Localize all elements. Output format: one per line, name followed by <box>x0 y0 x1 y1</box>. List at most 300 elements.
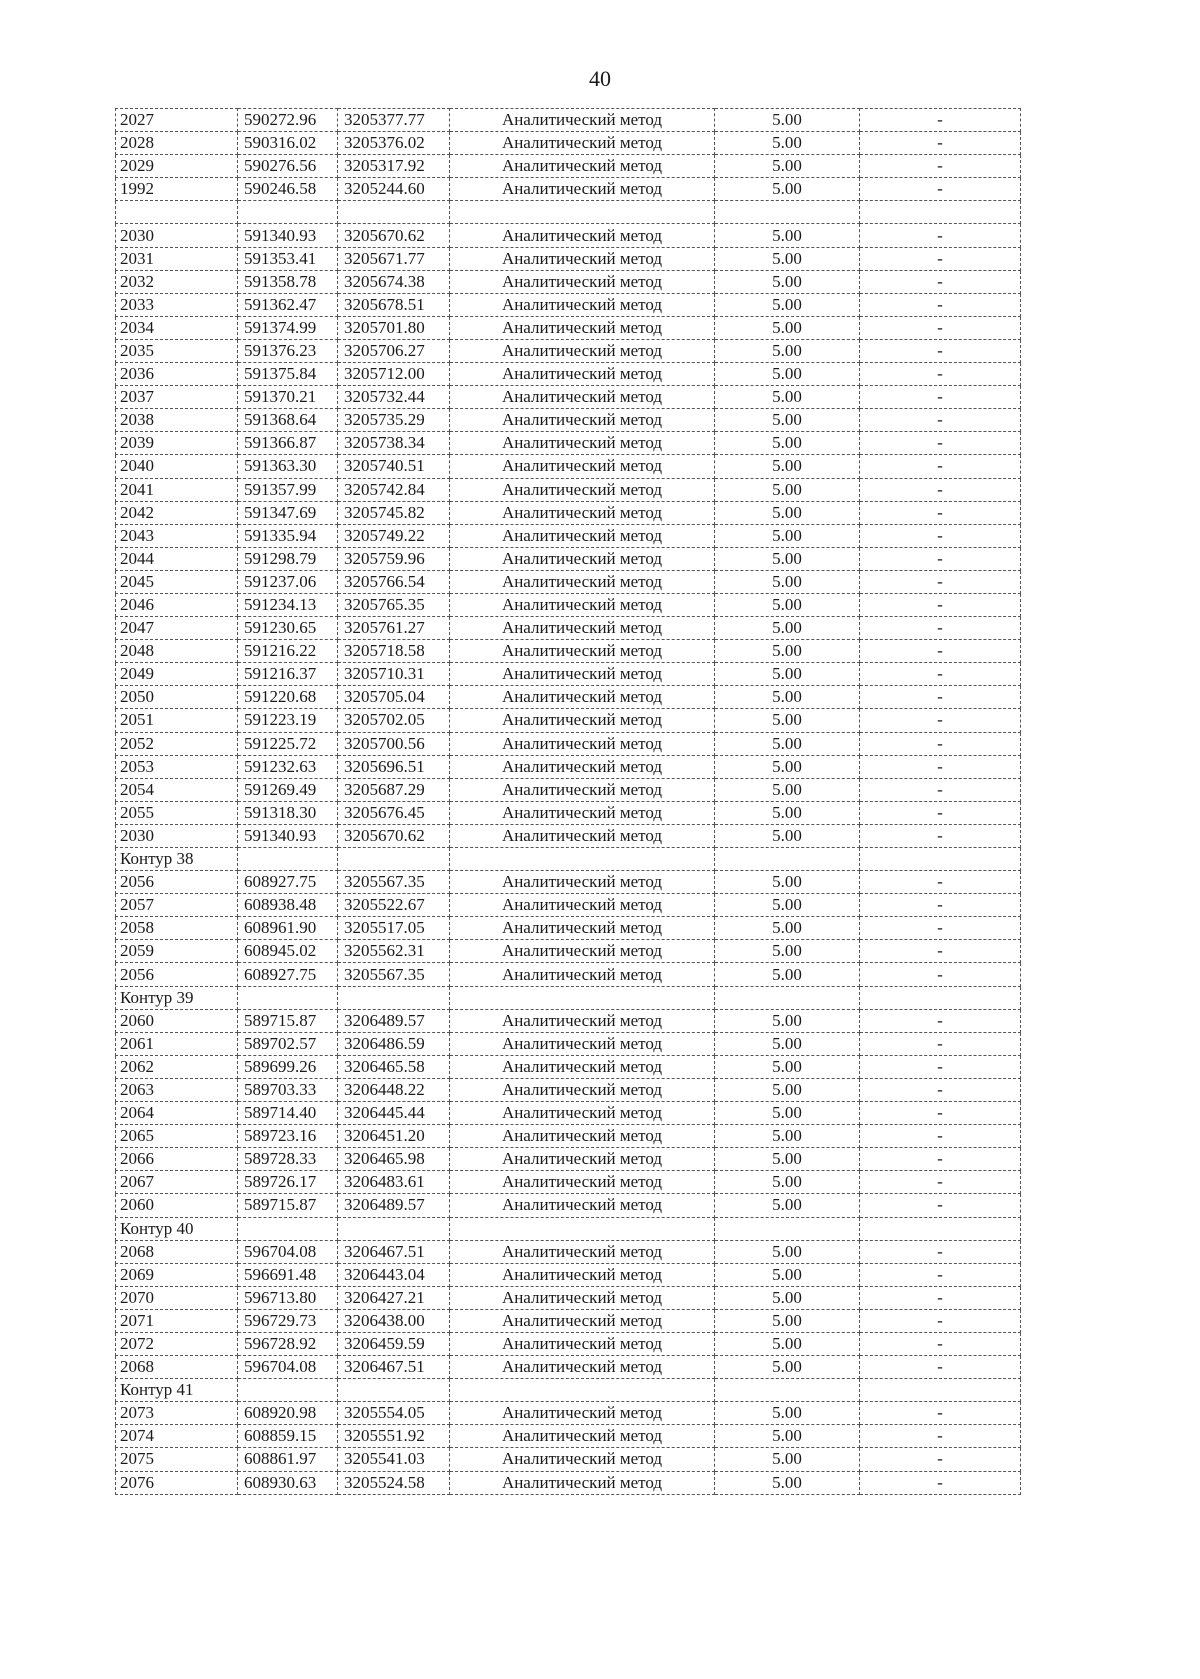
table-row <box>116 894 1021 917</box>
note-cell: - <box>860 1402 1021 1425</box>
accuracy-cell: 5.00 <box>715 940 860 963</box>
method-cell: Аналитический метод <box>450 132 715 155</box>
note-cell: - <box>860 109 1021 132</box>
x-coordinate-cell: 608945.02 <box>238 940 338 963</box>
method-cell: Аналитический метод <box>450 709 715 732</box>
point-number-cell: 2051 <box>116 709 238 732</box>
page-number: 40 <box>589 66 611 91</box>
y-coordinate-cell: 3205674.38 <box>338 270 450 293</box>
empty-cell <box>338 848 450 871</box>
empty-cell <box>238 1217 338 1240</box>
table-row <box>116 801 1021 824</box>
note-cell: - <box>860 1125 1021 1148</box>
accuracy-cell: 5.00 <box>715 1471 860 1494</box>
x-coordinate-cell: 591362.47 <box>238 293 338 316</box>
point-number-cell: 2061 <box>116 1032 238 1055</box>
y-coordinate-cell: 3205670.62 <box>338 824 450 847</box>
method-cell: Аналитический метод <box>450 155 715 178</box>
method-cell: Аналитический метод <box>450 247 715 270</box>
y-coordinate-cell: 3206459.59 <box>338 1332 450 1355</box>
accuracy-cell: 5.00 <box>715 1286 860 1309</box>
point-number-cell: 2044 <box>116 547 238 570</box>
note-cell: - <box>860 478 1021 501</box>
method-cell: Аналитический метод <box>450 501 715 524</box>
y-coordinate-cell: 3206467.51 <box>338 1240 450 1263</box>
empty-cell <box>715 1217 860 1240</box>
x-coordinate-cell: 608920.98 <box>238 1402 338 1425</box>
accuracy-cell: 5.00 <box>715 1425 860 1448</box>
accuracy-cell: 5.00 <box>715 1448 860 1471</box>
note-cell: - <box>860 1171 1021 1194</box>
empty-cell <box>715 848 860 871</box>
x-coordinate-cell: 608927.75 <box>238 963 338 986</box>
table-row <box>116 109 1021 132</box>
x-coordinate-cell: 589728.33 <box>238 1148 338 1171</box>
x-coordinate-cell: 591216.37 <box>238 663 338 686</box>
x-coordinate-cell: 591223.19 <box>238 709 338 732</box>
method-cell: Аналитический метод <box>450 663 715 686</box>
table-row <box>116 524 1021 547</box>
table-row <box>116 224 1021 247</box>
point-number-cell: 2068 <box>116 1240 238 1263</box>
method-cell: Аналитический метод <box>450 871 715 894</box>
table-row <box>116 1240 1021 1263</box>
y-coordinate-cell: 3206438.00 <box>338 1309 450 1332</box>
method-cell: Аналитический метод <box>450 363 715 386</box>
method-cell: Аналитический метод <box>450 1332 715 1355</box>
point-number-cell: 2048 <box>116 640 238 663</box>
empty-cell <box>860 986 1021 1009</box>
empty-cell <box>715 986 860 1009</box>
y-coordinate-cell: 3205710.31 <box>338 663 450 686</box>
point-number-cell: 2076 <box>116 1471 238 1494</box>
y-coordinate-cell: 3205541.03 <box>338 1448 450 1471</box>
x-coordinate-cell: 589699.26 <box>238 1055 338 1078</box>
note-cell: - <box>860 1263 1021 1286</box>
table-row <box>116 963 1021 986</box>
accuracy-cell: 5.00 <box>715 1194 860 1217</box>
table-row <box>116 1402 1021 1425</box>
method-cell: Аналитический метод <box>450 109 715 132</box>
table-row <box>116 409 1021 432</box>
contour-label: Контур 40 <box>116 1217 238 1240</box>
accuracy-cell: 5.00 <box>715 1125 860 1148</box>
note-cell: - <box>860 940 1021 963</box>
point-number-cell: 2034 <box>116 316 238 339</box>
x-coordinate-cell: 596691.48 <box>238 1263 338 1286</box>
table-row <box>116 1286 1021 1309</box>
accuracy-cell: 5.00 <box>715 432 860 455</box>
method-cell: Аналитический метод <box>450 455 715 478</box>
x-coordinate-cell: 591340.93 <box>238 824 338 847</box>
method-cell: Аналитический метод <box>450 940 715 963</box>
empty-cell <box>715 201 860 224</box>
empty-cell <box>860 848 1021 871</box>
table-row <box>116 316 1021 339</box>
method-cell: Аналитический метод <box>450 1194 715 1217</box>
y-coordinate-cell: 3205671.77 <box>338 247 450 270</box>
table-row <box>116 1102 1021 1125</box>
x-coordinate-cell: 591234.13 <box>238 593 338 616</box>
method-cell: Аналитический метод <box>450 824 715 847</box>
accuracy-cell: 5.00 <box>715 386 860 409</box>
accuracy-cell: 5.00 <box>715 640 860 663</box>
note-cell: - <box>860 409 1021 432</box>
point-number-cell: 2045 <box>116 570 238 593</box>
table-row <box>116 1425 1021 1448</box>
point-number-cell: 2055 <box>116 801 238 824</box>
method-cell: Аналитический метод <box>450 801 715 824</box>
y-coordinate-cell: 3206465.58 <box>338 1055 450 1078</box>
method-cell: Аналитический метод <box>450 178 715 201</box>
accuracy-cell: 5.00 <box>715 132 860 155</box>
table-row <box>116 293 1021 316</box>
contour-header-row <box>116 986 1021 1009</box>
note-cell: - <box>860 293 1021 316</box>
accuracy-cell: 5.00 <box>715 709 860 732</box>
point-number-cell: 2050 <box>116 686 238 709</box>
note-cell: - <box>860 824 1021 847</box>
x-coordinate-cell: 596728.92 <box>238 1332 338 1355</box>
x-coordinate-cell: 591366.87 <box>238 432 338 455</box>
x-coordinate-cell: 590246.58 <box>238 178 338 201</box>
accuracy-cell: 5.00 <box>715 1009 860 1032</box>
x-coordinate-cell: 591216.22 <box>238 640 338 663</box>
point-number-cell: 2030 <box>116 224 238 247</box>
y-coordinate-cell: 3206427.21 <box>338 1286 450 1309</box>
table-row <box>116 155 1021 178</box>
x-coordinate-cell: 591375.84 <box>238 363 338 386</box>
accuracy-cell: 5.00 <box>715 339 860 362</box>
y-coordinate-cell: 3206465.98 <box>338 1148 450 1171</box>
table-row <box>116 940 1021 963</box>
x-coordinate-cell: 591318.30 <box>238 801 338 824</box>
method-cell: Аналитический метод <box>450 1125 715 1148</box>
note-cell: - <box>860 247 1021 270</box>
note-cell: - <box>860 363 1021 386</box>
note-cell: - <box>860 1425 1021 1448</box>
point-number-cell: 2070 <box>116 1286 238 1309</box>
table-row <box>116 363 1021 386</box>
empty-cell <box>338 986 450 1009</box>
empty-cell <box>238 848 338 871</box>
method-cell: Аналитический метод <box>450 478 715 501</box>
y-coordinate-cell: 3205317.92 <box>338 155 450 178</box>
method-cell: Аналитический метод <box>450 963 715 986</box>
y-coordinate-cell: 3205524.58 <box>338 1471 450 1494</box>
table-row <box>116 1009 1021 1032</box>
accuracy-cell: 5.00 <box>715 1402 860 1425</box>
table-row <box>116 1032 1021 1055</box>
contour-label: Контур 39 <box>116 986 238 1009</box>
accuracy-cell: 5.00 <box>715 1263 860 1286</box>
point-number-cell: 2043 <box>116 524 238 547</box>
point-number-cell: 2056 <box>116 963 238 986</box>
y-coordinate-cell: 3205701.80 <box>338 316 450 339</box>
table-row <box>116 247 1021 270</box>
table-row <box>116 732 1021 755</box>
x-coordinate-cell: 590316.02 <box>238 132 338 155</box>
x-coordinate-cell: 591368.64 <box>238 409 338 432</box>
point-number-cell: 2028 <box>116 132 238 155</box>
accuracy-cell: 5.00 <box>715 732 860 755</box>
table-row <box>116 1448 1021 1471</box>
accuracy-cell: 5.00 <box>715 917 860 940</box>
x-coordinate-cell: 591220.68 <box>238 686 338 709</box>
table-row <box>116 547 1021 570</box>
point-number-cell: 2032 <box>116 270 238 293</box>
empty-cell <box>450 201 715 224</box>
point-number-cell: 1992 <box>116 178 238 201</box>
point-number-cell: 2046 <box>116 593 238 616</box>
x-coordinate-cell: 591225.72 <box>238 732 338 755</box>
note-cell: - <box>860 755 1021 778</box>
accuracy-cell: 5.00 <box>715 293 860 316</box>
point-number-cell: 2030 <box>116 824 238 847</box>
empty-cell <box>450 1379 715 1402</box>
table-row <box>116 455 1021 478</box>
method-cell: Аналитический метод <box>450 593 715 616</box>
point-number-cell: 2052 <box>116 732 238 755</box>
accuracy-cell: 5.00 <box>715 1148 860 1171</box>
y-coordinate-cell: 3205718.58 <box>338 640 450 663</box>
accuracy-cell: 5.00 <box>715 363 860 386</box>
empty-cell <box>860 1217 1021 1240</box>
y-coordinate-cell: 3205522.67 <box>338 894 450 917</box>
point-number-cell: 2038 <box>116 409 238 432</box>
note-cell: - <box>860 1055 1021 1078</box>
method-cell: Аналитический метод <box>450 917 715 940</box>
y-coordinate-cell: 3205517.05 <box>338 917 450 940</box>
point-number-cell: 2059 <box>116 940 238 963</box>
empty-cell <box>450 848 715 871</box>
note-cell: - <box>860 1078 1021 1101</box>
method-cell: Аналитический метод <box>450 1078 715 1101</box>
accuracy-cell: 5.00 <box>715 871 860 894</box>
note-cell: - <box>860 778 1021 801</box>
table-row <box>116 617 1021 640</box>
table-row <box>116 1263 1021 1286</box>
table-row <box>116 686 1021 709</box>
x-coordinate-cell: 589702.57 <box>238 1032 338 1055</box>
x-coordinate-cell: 608927.75 <box>238 871 338 894</box>
y-coordinate-cell: 3205551.92 <box>338 1425 450 1448</box>
x-coordinate-cell: 589726.17 <box>238 1171 338 1194</box>
spacer-row <box>116 201 1021 224</box>
method-cell: Аналитический метод <box>450 270 715 293</box>
note-cell: - <box>860 524 1021 547</box>
point-number-cell: 2071 <box>116 1309 238 1332</box>
method-cell: Аналитический метод <box>450 1102 715 1125</box>
accuracy-cell: 5.00 <box>715 1102 860 1125</box>
y-coordinate-cell: 3206448.22 <box>338 1078 450 1101</box>
x-coordinate-cell: 596713.80 <box>238 1286 338 1309</box>
contour-header-row <box>116 848 1021 871</box>
y-coordinate-cell: 3206489.57 <box>338 1009 450 1032</box>
accuracy-cell: 5.00 <box>715 894 860 917</box>
y-coordinate-cell: 3206451.20 <box>338 1125 450 1148</box>
note-cell: - <box>860 663 1021 686</box>
table-row <box>116 132 1021 155</box>
table-row <box>116 339 1021 362</box>
table-row <box>116 755 1021 778</box>
accuracy-cell: 5.00 <box>715 824 860 847</box>
method-cell: Аналитический метод <box>450 432 715 455</box>
empty-cell <box>450 1217 715 1240</box>
x-coordinate-cell: 589715.87 <box>238 1009 338 1032</box>
point-number-cell: 2060 <box>116 1009 238 1032</box>
empty-cell <box>860 201 1021 224</box>
point-number-cell: 2039 <box>116 432 238 455</box>
point-number-cell: 2065 <box>116 1125 238 1148</box>
note-cell: - <box>860 686 1021 709</box>
accuracy-cell: 5.00 <box>715 501 860 524</box>
empty-cell <box>450 986 715 1009</box>
point-number-cell: 2072 <box>116 1332 238 1355</box>
method-cell: Аналитический метод <box>450 686 715 709</box>
y-coordinate-cell: 3205712.00 <box>338 363 450 386</box>
point-number-cell: 2037 <box>116 386 238 409</box>
method-cell: Аналитический метод <box>450 640 715 663</box>
method-cell: Аналитический метод <box>450 1471 715 1494</box>
point-number-cell: 2073 <box>116 1402 238 1425</box>
empty-cell <box>860 1379 1021 1402</box>
accuracy-cell: 5.00 <box>715 663 860 686</box>
accuracy-cell: 5.00 <box>715 409 860 432</box>
y-coordinate-cell: 3205702.05 <box>338 709 450 732</box>
point-number-cell: 2053 <box>116 755 238 778</box>
x-coordinate-cell: 608861.97 <box>238 1448 338 1471</box>
x-coordinate-cell: 590272.96 <box>238 109 338 132</box>
table-row <box>116 1194 1021 1217</box>
point-number-cell: 2042 <box>116 501 238 524</box>
point-number-cell: 2054 <box>116 778 238 801</box>
x-coordinate-cell: 596729.73 <box>238 1309 338 1332</box>
y-coordinate-cell: 3205740.51 <box>338 455 450 478</box>
x-coordinate-cell: 591335.94 <box>238 524 338 547</box>
table-row <box>116 1332 1021 1355</box>
y-coordinate-cell: 3205696.51 <box>338 755 450 778</box>
x-coordinate-cell: 591347.69 <box>238 501 338 524</box>
method-cell: Аналитический метод <box>450 570 715 593</box>
note-cell: - <box>860 1009 1021 1032</box>
empty-cell <box>715 1379 860 1402</box>
point-number-cell: 2041 <box>116 478 238 501</box>
note-cell: - <box>860 1240 1021 1263</box>
accuracy-cell: 5.00 <box>715 455 860 478</box>
y-coordinate-cell: 3205766.54 <box>338 570 450 593</box>
note-cell: - <box>860 617 1021 640</box>
table-row <box>116 432 1021 455</box>
method-cell: Аналитический метод <box>450 1286 715 1309</box>
method-cell: Аналитический метод <box>450 547 715 570</box>
y-coordinate-cell: 3206467.51 <box>338 1356 450 1379</box>
y-coordinate-cell: 3205735.29 <box>338 409 450 432</box>
empty-cell <box>238 1379 338 1402</box>
note-cell: - <box>860 1309 1021 1332</box>
y-coordinate-cell: 3205244.60 <box>338 178 450 201</box>
y-coordinate-cell: 3205759.96 <box>338 547 450 570</box>
method-cell: Аналитический метод <box>450 1032 715 1055</box>
note-cell: - <box>860 1448 1021 1471</box>
point-number-cell: 2066 <box>116 1148 238 1171</box>
x-coordinate-cell: 591376.23 <box>238 339 338 362</box>
y-coordinate-cell: 3205706.27 <box>338 339 450 362</box>
method-cell: Аналитический метод <box>450 1148 715 1171</box>
table-row <box>116 570 1021 593</box>
y-coordinate-cell: 3206489.57 <box>338 1194 450 1217</box>
y-coordinate-cell: 3205567.35 <box>338 871 450 894</box>
method-cell: Аналитический метод <box>450 293 715 316</box>
note-cell: - <box>860 339 1021 362</box>
note-cell: - <box>860 570 1021 593</box>
point-number-cell: 2040 <box>116 455 238 478</box>
point-number-cell: 2062 <box>116 1055 238 1078</box>
note-cell: - <box>860 732 1021 755</box>
accuracy-cell: 5.00 <box>715 478 860 501</box>
point-number-cell: 2027 <box>116 109 238 132</box>
note-cell: - <box>860 1471 1021 1494</box>
y-coordinate-cell: 3205738.34 <box>338 432 450 455</box>
method-cell: Аналитический метод <box>450 732 715 755</box>
note-cell: - <box>860 132 1021 155</box>
accuracy-cell: 5.00 <box>715 963 860 986</box>
table-row <box>116 501 1021 524</box>
empty-cell <box>238 201 338 224</box>
table-row <box>116 1171 1021 1194</box>
method-cell: Аналитический метод <box>450 755 715 778</box>
point-number-cell: 2067 <box>116 1171 238 1194</box>
note-cell: - <box>860 1286 1021 1309</box>
table-row <box>116 478 1021 501</box>
x-coordinate-cell: 591357.99 <box>238 478 338 501</box>
x-coordinate-cell: 596704.08 <box>238 1356 338 1379</box>
contour-label: Контур 41 <box>116 1379 238 1402</box>
note-cell: - <box>860 963 1021 986</box>
accuracy-cell: 5.00 <box>715 593 860 616</box>
method-cell: Аналитический метод <box>450 894 715 917</box>
accuracy-cell: 5.00 <box>715 570 860 593</box>
accuracy-cell: 5.00 <box>715 224 860 247</box>
point-number-cell: 2068 <box>116 1356 238 1379</box>
note-cell: - <box>860 1332 1021 1355</box>
method-cell: Аналитический метод <box>450 1055 715 1078</box>
accuracy-cell: 5.00 <box>715 1055 860 1078</box>
x-coordinate-cell: 591353.41 <box>238 247 338 270</box>
note-cell: - <box>860 432 1021 455</box>
y-coordinate-cell: 3205377.77 <box>338 109 450 132</box>
accuracy-cell: 5.00 <box>715 686 860 709</box>
method-cell: Аналитический метод <box>450 316 715 339</box>
method-cell: Аналитический метод <box>450 1263 715 1286</box>
point-number-cell: 2058 <box>116 917 238 940</box>
x-coordinate-cell: 591370.21 <box>238 386 338 409</box>
note-cell: - <box>860 1102 1021 1125</box>
note-cell: - <box>860 386 1021 409</box>
y-coordinate-cell: 3205670.62 <box>338 224 450 247</box>
note-cell: - <box>860 709 1021 732</box>
point-number-cell: 2029 <box>116 155 238 178</box>
table-row <box>116 917 1021 940</box>
x-coordinate-cell: 589714.40 <box>238 1102 338 1125</box>
y-coordinate-cell: 3205567.35 <box>338 963 450 986</box>
method-cell: Аналитический метод <box>450 617 715 640</box>
y-coordinate-cell: 3205376.02 <box>338 132 450 155</box>
spacer-cell <box>116 201 238 224</box>
x-coordinate-cell: 591269.49 <box>238 778 338 801</box>
empty-cell <box>238 986 338 1009</box>
x-coordinate-cell: 596704.08 <box>238 1240 338 1263</box>
